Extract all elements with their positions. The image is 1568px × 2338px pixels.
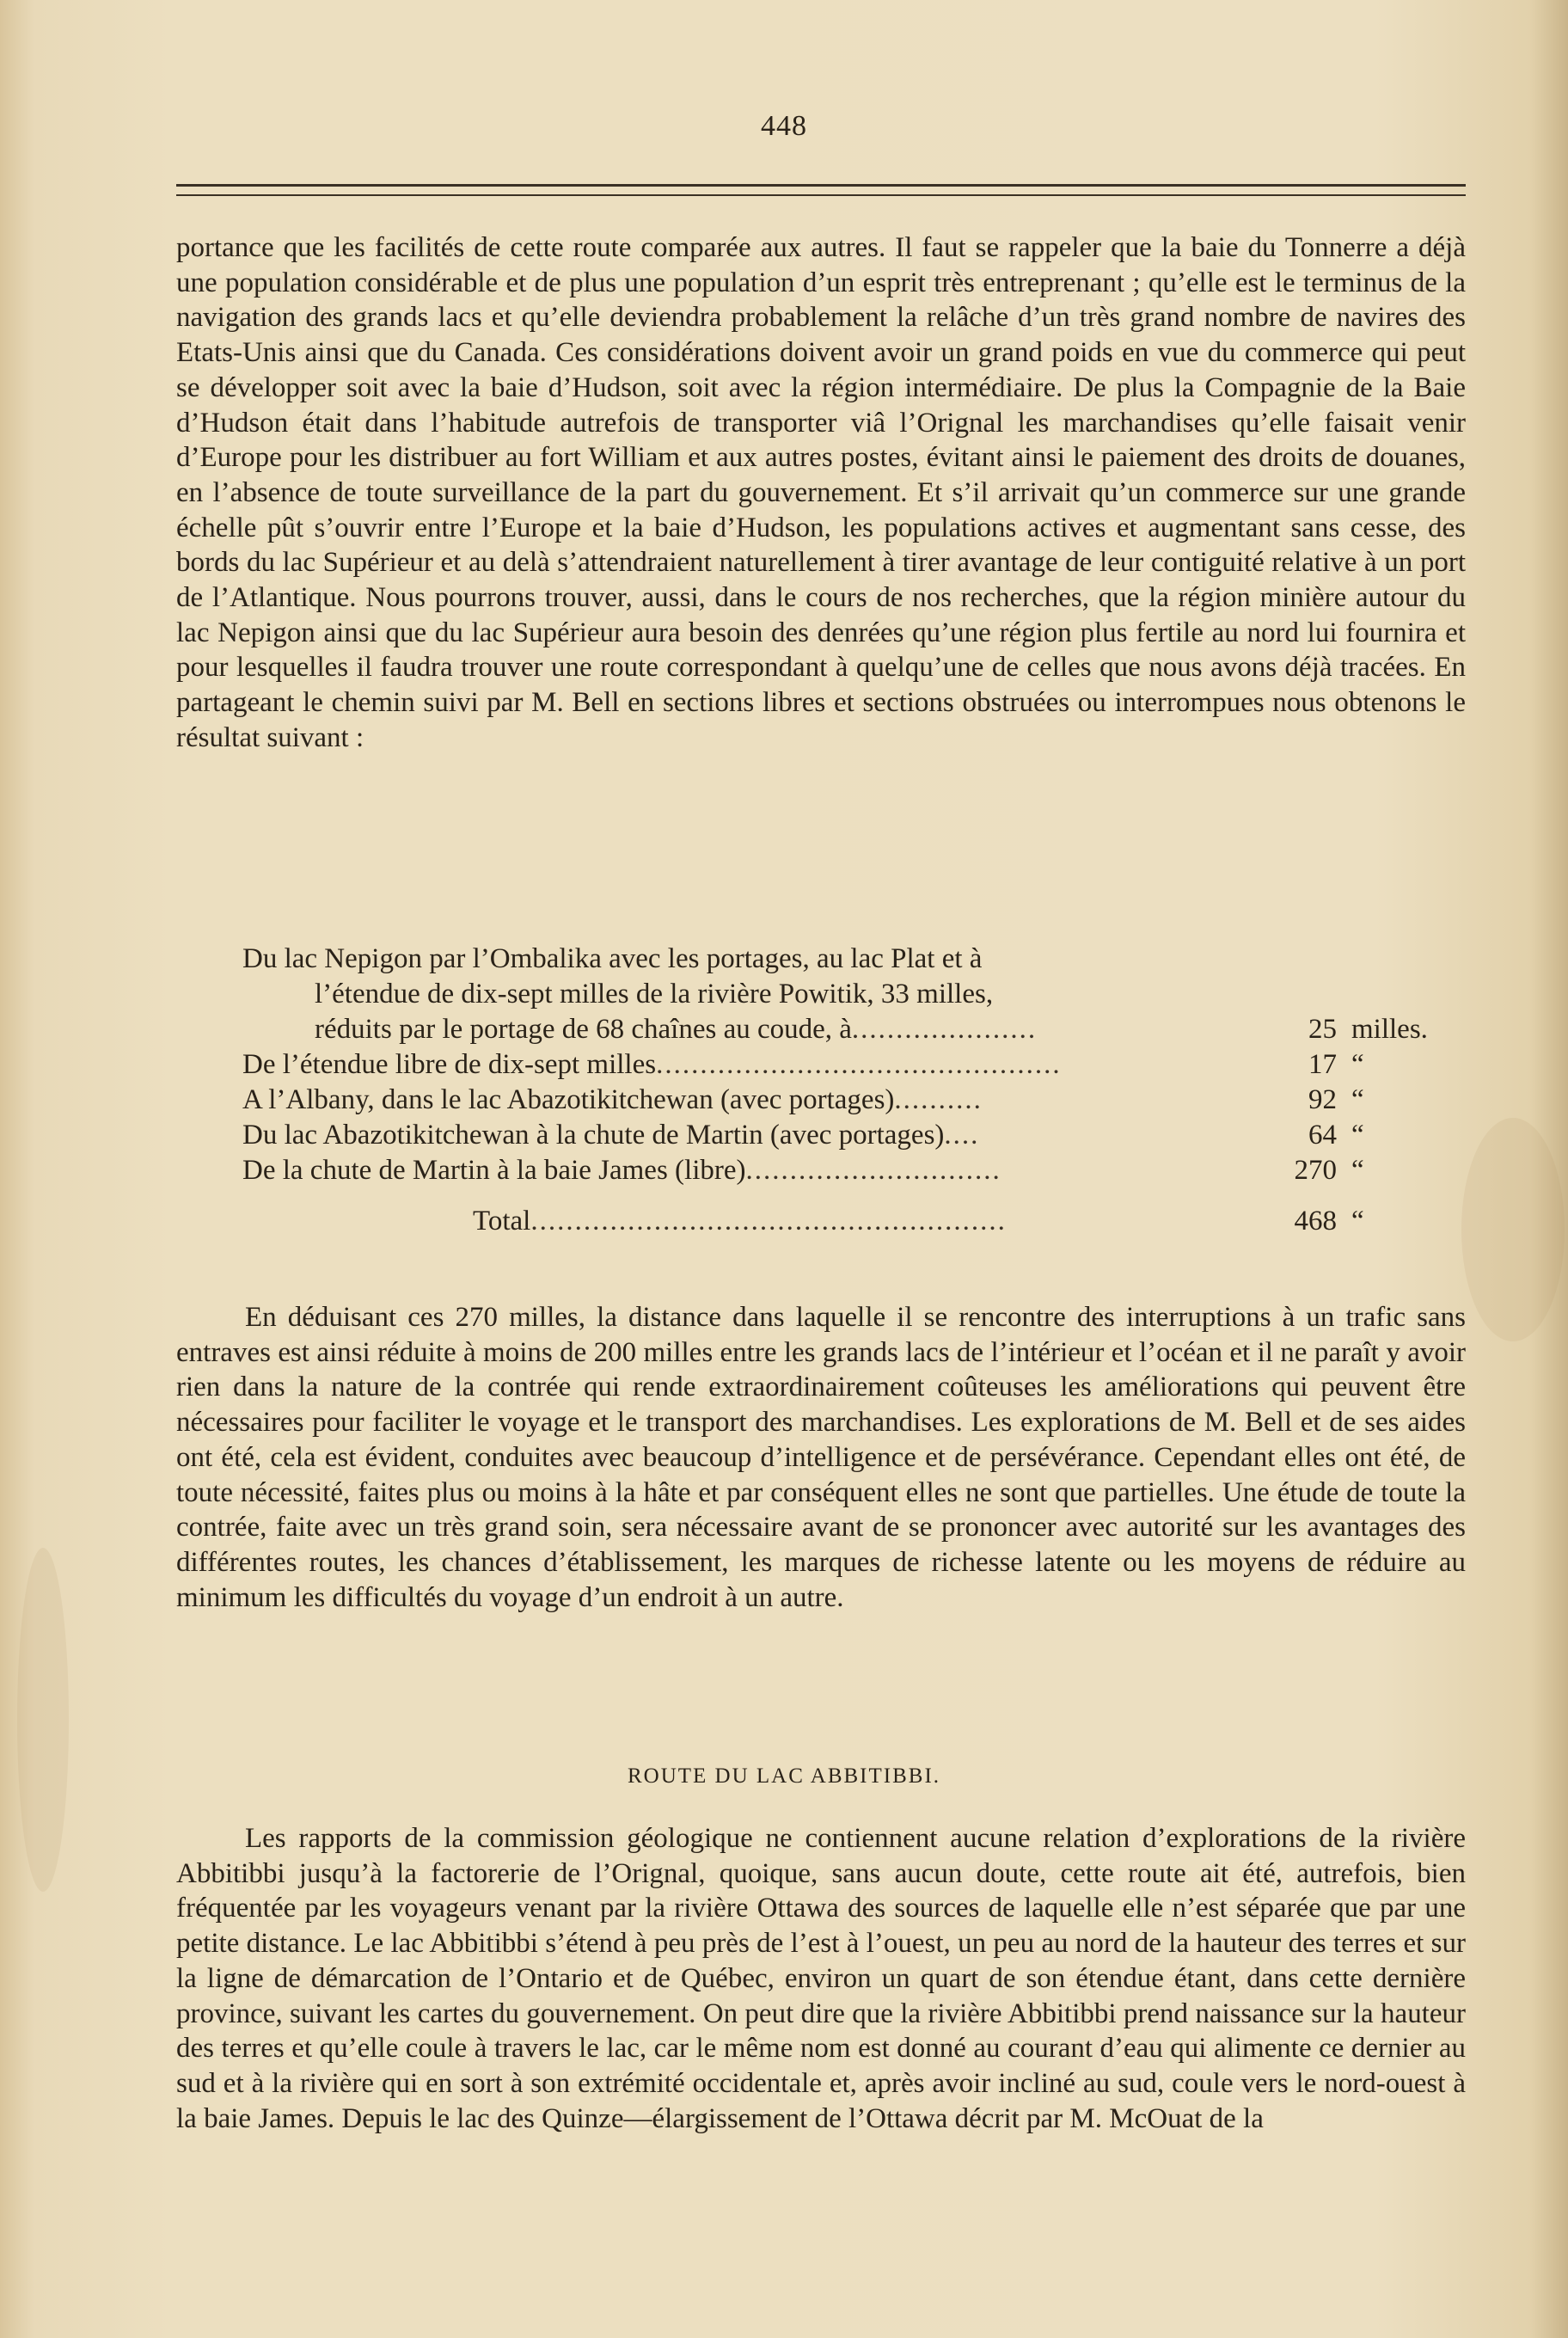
- header-rule: [176, 184, 1466, 187]
- row-text: A l’Albany, dans le lac Abazotikitchewan (avec portages): [242, 1084, 895, 1115]
- row-unit: “: [1351, 1120, 1364, 1151]
- row-description: [242, 1047, 1270, 1083]
- paragraph: [176, 1300, 1466, 1615]
- row-value: 270: [1294, 1155, 1337, 1186]
- section-heading: ROUTE DU LAC ABBITIBBI.: [627, 1764, 941, 1788]
- row-value: 64: [1308, 1120, 1337, 1151]
- paragraph: [176, 1821, 1466, 2136]
- paper-stain: [17, 1548, 69, 1892]
- row-text: De l’étendue libre de dix-sept milles: [242, 1049, 657, 1080]
- paper-stain: [1461, 1118, 1565, 1341]
- paragraph-text: Les rapports de la commission géologique ne contiennent aucune relation d’explorations de la rivière Abbitibbi jusqu’à la factorerie de l’Orignal, quoique, sans aucun doute, cette route ait été, autrefois, bien fréquentée par les voyageurs venant par la rivière Ottawa des sources de laquelle elle n’est séparée que par une petite distance. Le lac Abbitibbi s’étend à peu près de l’est à l’ouest, un peu au nord de la hauteur des terres et sur la ligne de démarcation de l’Ontario et de Québec, environ un quart de son étendue étant, dans cette dernière province, suivant les cartes du gouvernement. On peut dire que la rivière Abbitibbi prend naissance sur la hauteur des terres et qu’elle coule à travers le lac, car le même nom est donné au courant d’eau qui alimente ce dernier au sud et à la rivière qui en sort à son extrémité occidentale et, après avoir incliné au sud, coule vers le nord-ouest à la baie James. Depuis le lac des Quinze—élargissement de l’Ottawa décrit par M. McOuat de la: [176, 1823, 1466, 2134]
- table-row: [242, 1047, 1446, 1083]
- leader-dots: ..........: [894, 1084, 983, 1115]
- row-unit: “: [1351, 1049, 1364, 1080]
- total-value: 468: [1294, 1206, 1337, 1237]
- row-description: [242, 1153, 1270, 1188]
- paragraph-text: En déduisant ces 270 milles, la distance dans laquelle il se rencontre des interruptions à un trafic sans entraves est ainsi réduite à moins de 200 milles entre les grands lacs de l’intérieur et l’océan et il ne paraît y avoir rien dans la nature de la contrée qui rende extraordinairement coûteuses les améliorations qui peuvent être nécessaires pour faciliter le voyage et le transport des marchandises. Les explorations de M. Bell et de ses aides ont été, cela est évident, conduites avec beaucoup d’intelligence et de persévérance. Cependant elles ont été, de toute nécessité, faites plus ou moins à la hâte et par conséquent elles ne sont que partielles. Une étude de toute la contrée, faite avec un très grand soin, sera nécessaire avant de se prononcer avec autorité sur les avantages des différentes routes, les chances d’établissement, les marques de richesse latente ou les moyens de réduire au minimum les difficultés du voyage d’un endroit à un autre.: [176, 1302, 1466, 1613]
- table-row: [242, 1012, 1446, 1047]
- row-unit: milles.: [1351, 1014, 1428, 1045]
- total-unit: “: [1351, 1206, 1364, 1237]
- row-value: 17: [1308, 1049, 1337, 1080]
- distance-table: [242, 942, 1446, 1239]
- table-row: [242, 977, 1446, 1012]
- row-text: Du lac Nepigon par l’Ombalika avec les portages, au lac Plat et à: [242, 943, 983, 974]
- row-value: 92: [1308, 1084, 1337, 1115]
- row-description: [242, 1083, 1270, 1118]
- table-row: [242, 1083, 1446, 1118]
- header-rule: [176, 194, 1466, 196]
- table-total-row: [242, 1204, 1446, 1239]
- total-description: [473, 1204, 1270, 1239]
- paragraph: [176, 230, 1466, 756]
- page-number: 448: [761, 110, 807, 142]
- leader-dots: ....: [944, 1120, 980, 1151]
- row-unit: “: [1351, 1155, 1364, 1186]
- table-row: [242, 942, 1446, 977]
- leader-dots: ......................................................: [530, 1206, 1007, 1237]
- row-unit: “: [1351, 1084, 1364, 1115]
- row-description: [315, 1012, 1270, 1047]
- leader-dots: .............................: [745, 1155, 1001, 1186]
- row-text: réduits par le portage de 68 chaînes au coude, à: [315, 1014, 852, 1045]
- row-description: [242, 942, 1270, 977]
- row-description: [315, 977, 1270, 1012]
- table-row: [242, 1118, 1446, 1153]
- row-text: De la chute de Martin à la baie James (libre): [242, 1155, 746, 1186]
- row-text: l’étendue de dix-sept milles de la rivière Powitik, 33 milles,: [315, 979, 994, 1009]
- total-label: Total: [473, 1206, 531, 1237]
- leader-dots: ..............................................: [656, 1049, 1062, 1080]
- row-value: 25: [1308, 1014, 1337, 1045]
- row-text: Du lac Abazotikitchewan à la chute de Martin (avec portages): [242, 1120, 945, 1151]
- table-row: [242, 1153, 1446, 1188]
- row-description: [242, 1118, 1270, 1153]
- leader-dots: .....................: [851, 1014, 1038, 1045]
- paragraph-text: portance que les facilités de cette route comparée aux autres. Il faut se rappeler que la baie du Tonnerre a déjà une population considérable et de plus une population d’un esprit très entreprenant ; qu’elle est le terminus de la navigation des grands lacs et qu’elle deviendra probablement la relâche d’un très grand nombre de navires des Etats-Unis ainsi que du Canada. Ces considérations doivent avoir un grand poids en vue du commerce qui peut se développer soit avec la baie d’Hudson, soit avec la région intermédiaire. De plus la Compagnie de la Baie d’Hudson était dans l’habitude autrefois de transporter viâ l’Orignal les marchandises qu’elle faisait venir d’Europe pour les distribuer au fort William et aux autres postes, évitant ainsi le paiement des droits de douanes, en l’absence de toute surveillance de la part du gouvernement. Et s’il arrivait qu’un commerce sur une grande échelle pût s’ouvrir entre l’Europe et la baie d’Hudson, les populations actives et augmentant sans cesse, des bords du lac Supérieur et au delà s’attendraient naturellement à tirer avantage de leur contiguité relative à un port de l’Atlantique. Nous pourrons trouver, aussi, dans le cours de nos recherches, que la région minière autour du lac Nepigon ainsi que du lac Supérieur aura besoin des denrées qu’une région plus fertile au nord lui fournira et pour lesquelles il faudra trouver une route correspondant à quelqu’une de celles que nous avons déjà tracées. En partageant le chemin suivi par M. Bell en sections libres et sections obstruées ou interrompues nous obtenons le résultat suivant :: [176, 232, 1466, 753]
